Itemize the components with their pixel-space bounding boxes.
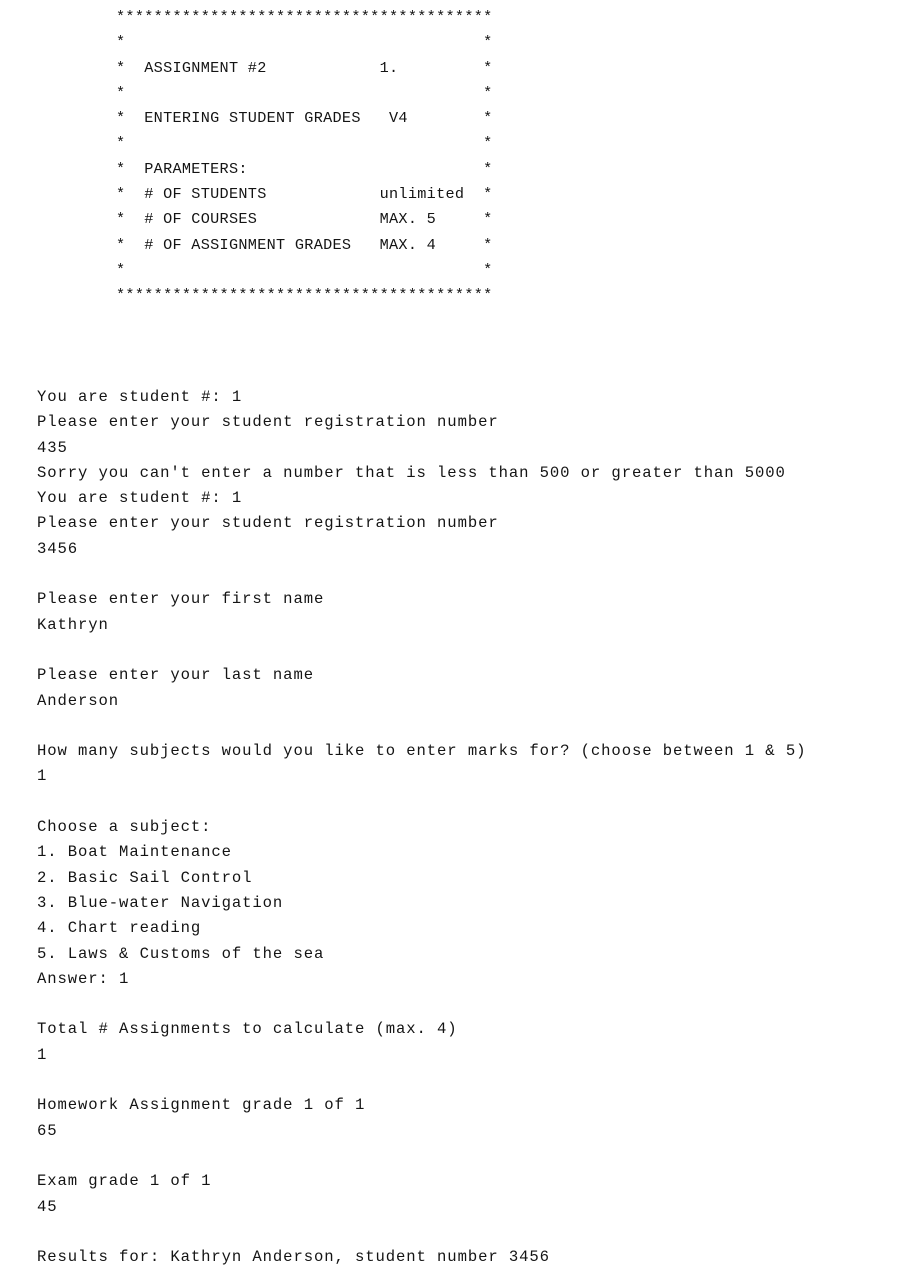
user-input: 65 [37,1121,58,1140]
subject-option: 1. Boat Maintenance [37,843,232,862]
blank-line [37,1220,806,1245]
assignment-count-prompt: Total # Assignments to calculate (max. 4) [37,1020,458,1039]
banner-line: * * [116,134,493,153]
banner-line: * * [116,83,493,102]
blank-line [37,638,806,663]
exam-grade-prompt: Exam grade 1 of 1 [37,1172,212,1191]
header-banner [116,5,493,309]
subject-option: 5. Laws & Customs of the sea [37,944,325,963]
answer-line: Answer: 1 [37,969,130,988]
banner-line: **************************************** [116,286,493,305]
student-number-prompt: You are student #: 1 [37,489,243,508]
user-input: 45 [37,1197,58,1216]
homework-grade-prompt: Homework Assignment grade 1 of 1 [37,1096,366,1115]
blank-line [37,1068,806,1093]
subject-option: 3. Blue-water Navigation [37,893,284,912]
blank-line [37,992,806,1017]
user-input: 435 [37,438,68,457]
registration-prompt: Please enter your student registration number [37,413,499,432]
banner-line: * PARAMETERS: * [116,159,493,178]
blank-line [37,1144,806,1169]
subject-option: 2. Basic Sail Control [37,868,253,887]
user-input: Kathryn [37,615,109,634]
subject-count-prompt: How many subjects would you like to enter marks for? (choose between 1 & 5) [37,742,807,761]
subject-option: 4. Chart reading [37,919,202,938]
user-input: Anderson [37,691,120,710]
student-number-prompt: You are student #: 1 [37,388,243,406]
error-message: Sorry you can't enter a number that is less than 500 or greater than 5000 [37,463,786,482]
transcript [37,385,806,1270]
banner-line: **************************************** [116,8,493,26]
banner-line: * ASSIGNMENT #2 1. * [116,58,493,77]
banner-line: * * [116,260,493,279]
registration-prompt: Please enter your student registration number [37,514,499,533]
user-input: 1 [37,1045,48,1064]
banner-line: * # OF ASSIGNMENT GRADES MAX. 4 * [116,235,493,254]
user-input: 1 [37,767,48,786]
blank-line [37,714,806,739]
results-line: Results for: Kathryn Anderson, student number 3456 [37,1248,550,1267]
blank-line [37,562,806,587]
subject-menu-title: Choose a subject: [37,818,212,837]
banner-line: * * [116,33,493,52]
banner-line: * # OF STUDENTS unlimited * [116,185,493,204]
user-input: 3456 [37,539,79,558]
blank-line [37,790,806,815]
last-name-prompt: Please enter your last name [37,666,314,685]
banner-line: * # OF COURSES MAX. 5 * [116,210,493,229]
first-name-prompt: Please enter your first name [37,590,325,609]
banner-line: * ENTERING STUDENT GRADES V4 * [116,109,493,128]
